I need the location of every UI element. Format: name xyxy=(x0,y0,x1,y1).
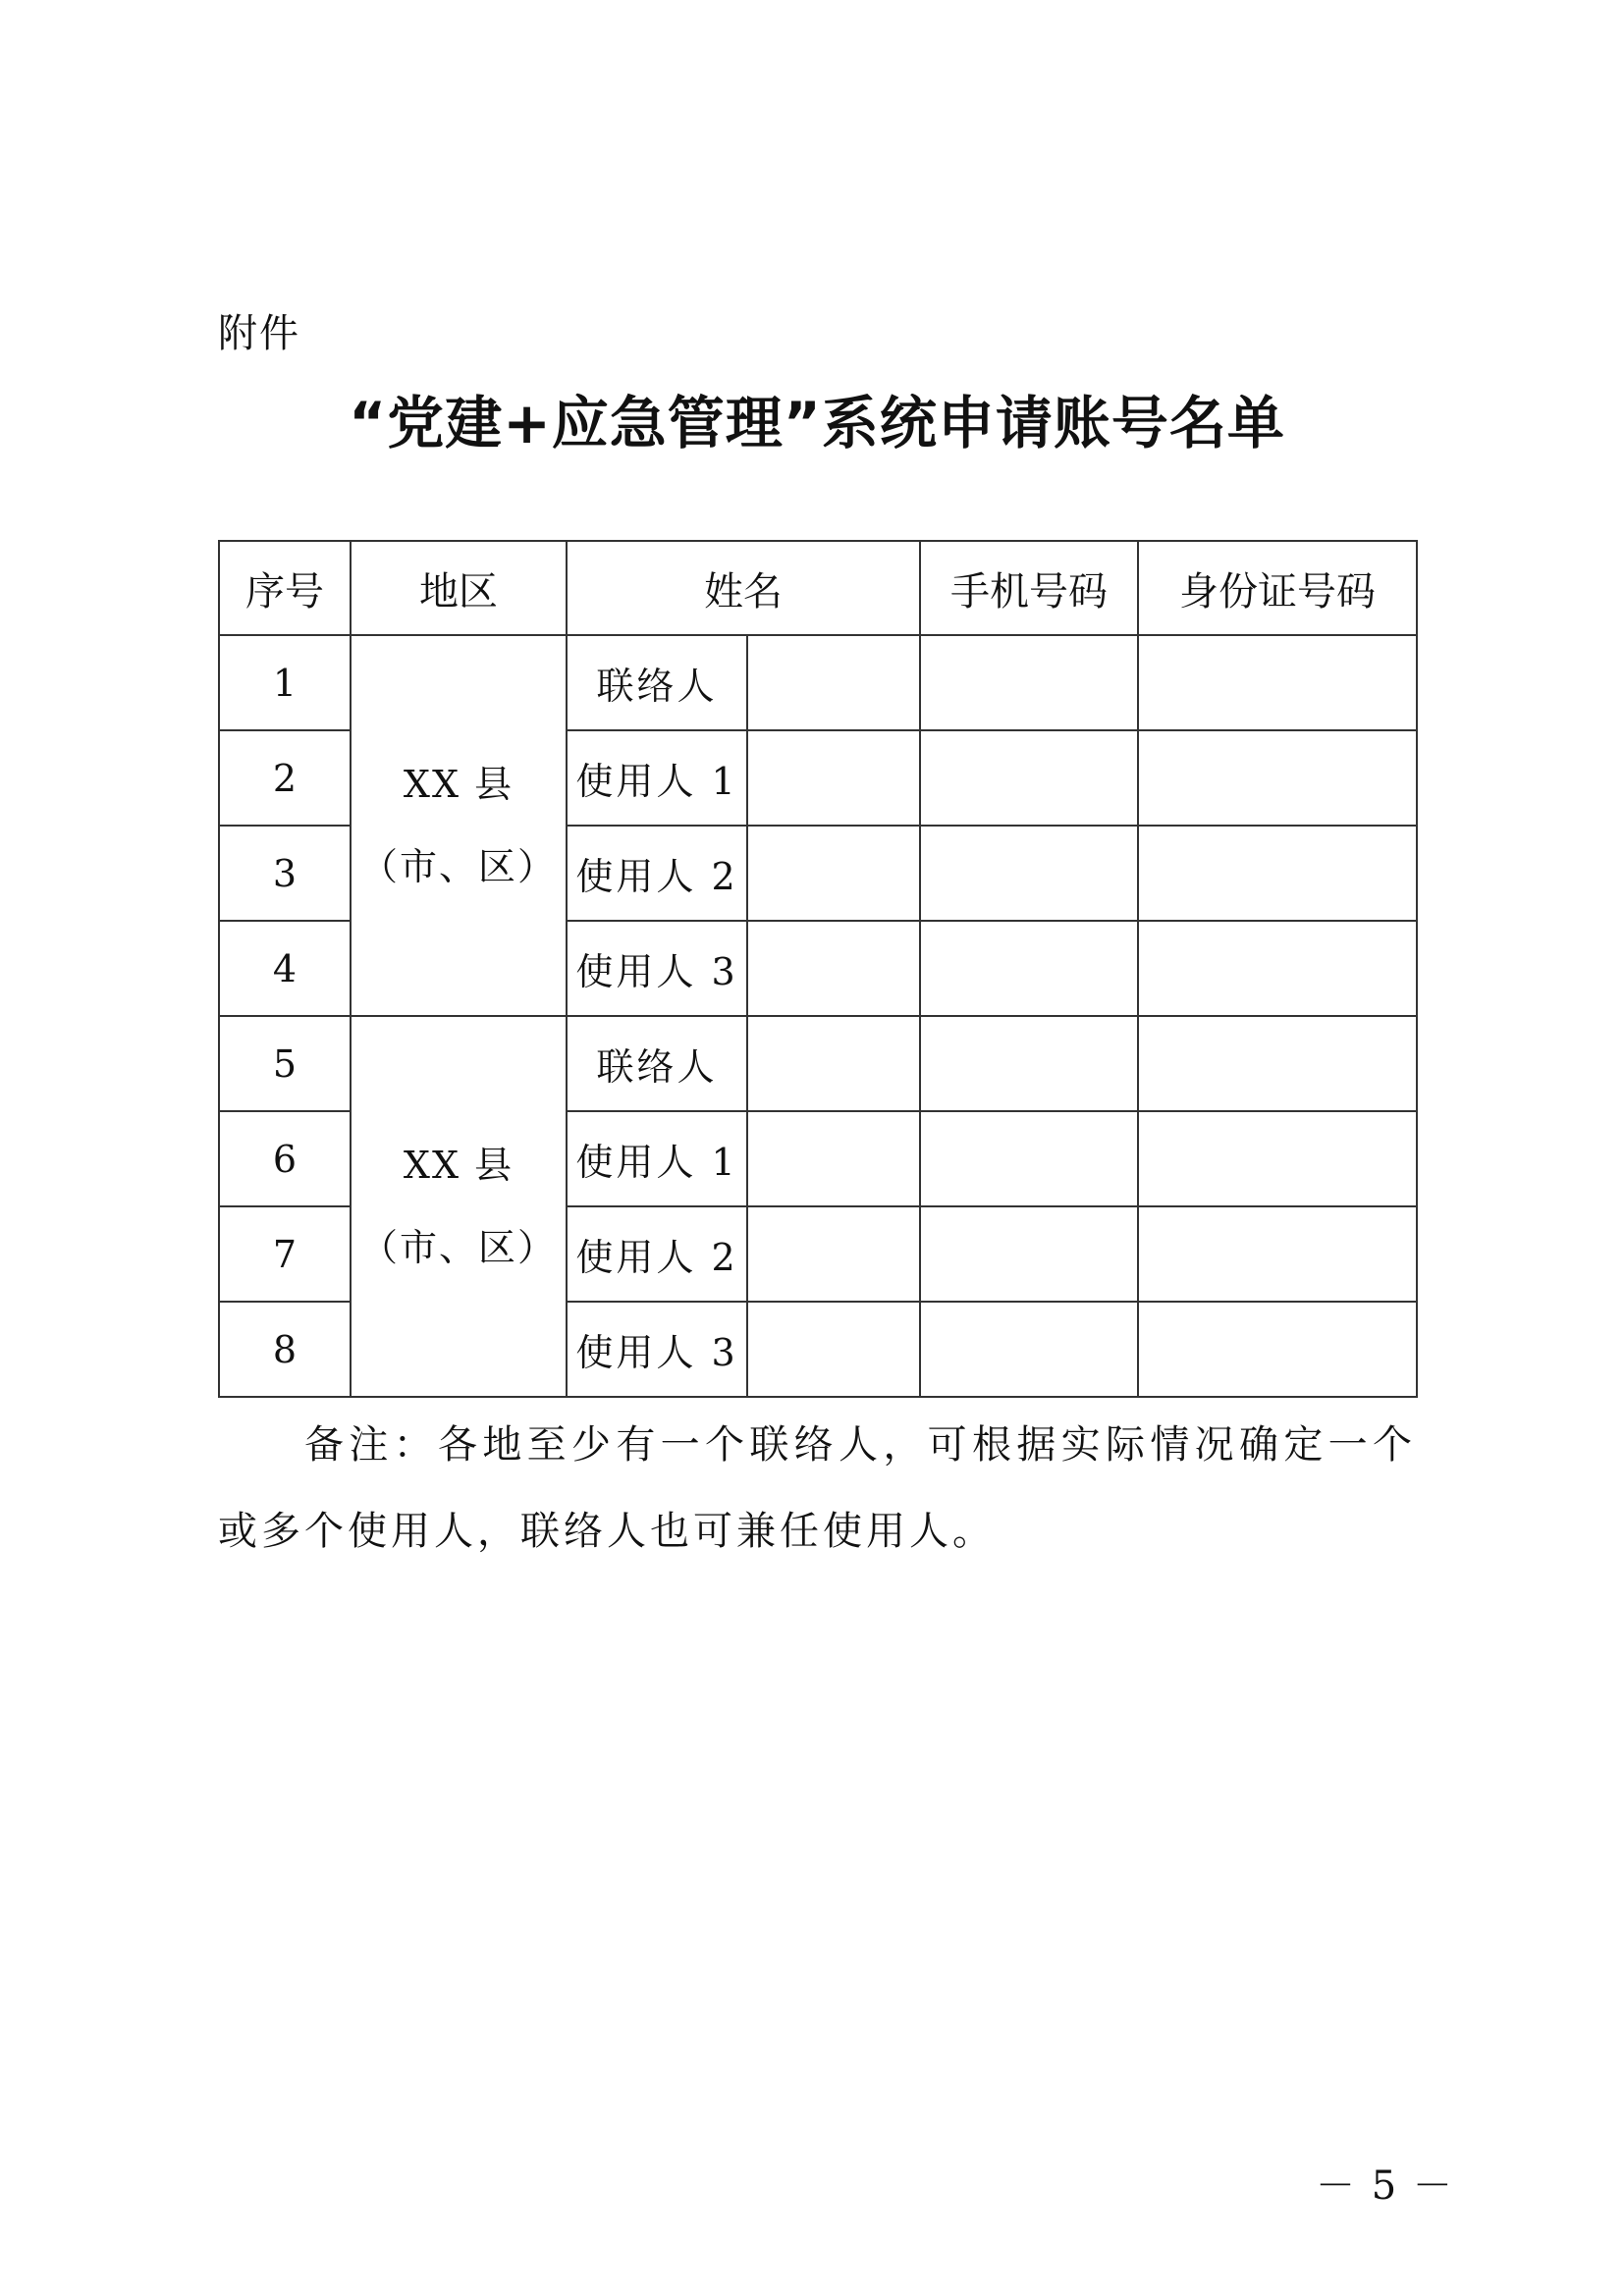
phone-input-cell[interactable] xyxy=(920,1302,1138,1397)
name-input-cell[interactable] xyxy=(747,635,920,730)
id-number-input-cell[interactable] xyxy=(1138,1016,1417,1111)
seq-cell: 3 xyxy=(219,826,351,921)
id-number-input-cell[interactable] xyxy=(1138,1302,1417,1397)
role-cell: 使用人 2 xyxy=(567,1206,747,1302)
header-id-number: 身份证号码 xyxy=(1138,541,1417,635)
phone-input-cell[interactable] xyxy=(920,730,1138,826)
name-input-cell[interactable] xyxy=(747,826,920,921)
header-phone: 手机号码 xyxy=(920,541,1138,635)
name-input-cell[interactable] xyxy=(747,921,920,1016)
table-row xyxy=(219,635,1417,730)
table-row xyxy=(219,1016,1417,1111)
phone-input-cell[interactable] xyxy=(920,921,1138,1016)
seq-cell: 8 xyxy=(219,1302,351,1397)
header-region: 地区 xyxy=(351,541,567,635)
name-input-cell[interactable] xyxy=(747,1302,920,1397)
name-input-cell[interactable] xyxy=(747,1016,920,1111)
role-cell: 使用人 2 xyxy=(567,826,747,921)
id-number-input-cell[interactable] xyxy=(1138,921,1417,1016)
page-number: － 5 － xyxy=(1316,2163,1454,2209)
id-number-input-cell[interactable] xyxy=(1138,1111,1417,1206)
region-cell: XX 县（市、区） xyxy=(351,1016,567,1397)
seq-cell: 2 xyxy=(219,730,351,826)
role-cell: 使用人 1 xyxy=(567,1111,747,1206)
phone-input-cell[interactable] xyxy=(920,635,1138,730)
id-number-input-cell[interactable] xyxy=(1138,635,1417,730)
id-number-input-cell[interactable] xyxy=(1138,826,1417,921)
role-cell: 使用人 3 xyxy=(567,1302,747,1397)
name-input-cell[interactable] xyxy=(747,1206,920,1302)
table-header-row xyxy=(219,541,1417,635)
role-cell: 联络人 xyxy=(567,635,747,730)
seq-cell: 1 xyxy=(219,635,351,730)
phone-input-cell[interactable] xyxy=(920,1111,1138,1206)
account-application-table xyxy=(218,540,1418,1398)
phone-input-cell[interactable] xyxy=(920,826,1138,921)
phone-input-cell[interactable] xyxy=(920,1206,1138,1302)
id-number-input-cell[interactable] xyxy=(1138,1206,1417,1302)
name-input-cell[interactable] xyxy=(747,1111,920,1206)
header-seq: 序号 xyxy=(219,541,351,635)
seq-cell: 5 xyxy=(219,1016,351,1111)
seq-cell: 7 xyxy=(219,1206,351,1302)
header-name: 姓名 xyxy=(567,541,920,635)
remark-note: 备注：各地至少有一个联络人，可根据实际情况确定一个或多个使用人，联络人也可兼任使用人。 xyxy=(218,1422,1416,1554)
role-cell: 使用人 3 xyxy=(567,921,747,1016)
region-cell: XX 县（市、区） xyxy=(351,635,567,1016)
name-input-cell[interactable] xyxy=(747,730,920,826)
phone-input-cell[interactable] xyxy=(920,1016,1138,1111)
role-cell: 使用人 1 xyxy=(567,730,747,826)
seq-cell: 4 xyxy=(219,921,351,1016)
document-title: “党建+应急管理”系统申请账号名单 xyxy=(349,390,1285,456)
role-cell: 联络人 xyxy=(567,1016,747,1111)
seq-cell: 6 xyxy=(219,1111,351,1206)
attachment-label: 附件 xyxy=(218,311,300,356)
id-number-input-cell[interactable] xyxy=(1138,730,1417,826)
